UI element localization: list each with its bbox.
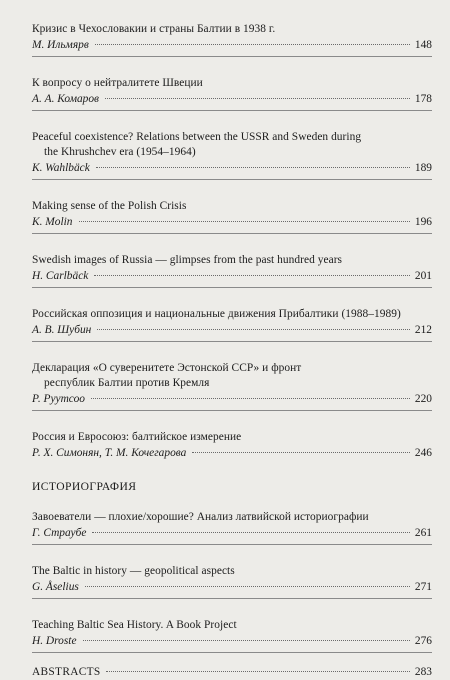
leader-dots <box>85 585 410 587</box>
toc-entry <box>32 510 432 545</box>
entry-page-number: 148 <box>414 39 432 51</box>
entry-title-line1: Peaceful coexistence? Relations between the USSR and Sweden during <box>32 131 362 143</box>
entry-page-number: 276 <box>414 635 432 647</box>
entry-author-row <box>32 91 432 107</box>
entry-author-row <box>32 579 432 595</box>
entry-page-number: 189 <box>414 162 432 174</box>
entry-author-row <box>32 322 432 338</box>
entry-page-number: 212 <box>414 324 432 336</box>
entry-title-line1: Декларация «О суверенитете Эстонской ССР» и фронт <box>32 362 302 374</box>
leader-dots <box>96 166 410 168</box>
entry-author: М. Ильмярв <box>32 39 89 51</box>
entry-author-row <box>32 214 432 230</box>
entry-title <box>32 361 432 391</box>
entry-title-line2: республик Балтии против Кремля <box>44 377 210 389</box>
entry-title: К вопросу о нейтралитете Швеции <box>32 77 203 89</box>
toc-entry <box>32 361 432 411</box>
toc-entry <box>32 430 432 461</box>
toc-entry <box>32 22 432 57</box>
entry-title: Завоеватели — плохие/хорошие? Анализ латвийской историографии <box>32 511 369 523</box>
leader-dots <box>92 531 410 533</box>
entry-author: Г. Страубе <box>32 527 87 539</box>
entry-title-line2: the Khrushchev era (1954–1964) <box>44 146 196 158</box>
abstracts-page-number: 283 <box>414 666 432 678</box>
toc-entry <box>32 130 432 180</box>
entry-title: Россия и Евросоюз: балтийское измерение <box>32 431 242 443</box>
toc-entry <box>32 76 432 111</box>
entry-title: The Baltic in history — geopolitical aspects <box>32 565 235 577</box>
toc-entry <box>32 199 432 234</box>
entry-author: А. А. Комаров <box>32 93 99 105</box>
leader-dots <box>94 274 410 276</box>
entry-page-number: 196 <box>414 216 432 228</box>
entry-page-number: 178 <box>414 93 432 105</box>
entry-title: Российская оппозиция и национальные движения Прибалтики (1988–1989) <box>32 308 401 320</box>
entry-author: А. В. Шубин <box>32 324 92 336</box>
toc-entry <box>32 564 432 599</box>
entry-author: K. Molin <box>32 216 73 228</box>
leader-dots <box>79 220 410 222</box>
leader-dots <box>106 670 410 672</box>
section-heading: ИСТОРИОГРАФИЯ <box>32 480 137 493</box>
entry-author-row <box>32 525 432 541</box>
leader-dots <box>192 451 410 453</box>
entry-author-row <box>32 391 432 407</box>
entry-author-row <box>32 37 432 53</box>
entry-author: G. Åselius <box>32 581 79 593</box>
leader-dots <box>97 328 410 330</box>
entry-title: Teaching Baltic Sea History. A Book Project <box>32 619 237 631</box>
entry-title: Swedish images of Russia — glimpses from the past hundred years <box>32 254 343 266</box>
entry-page-number: 261 <box>414 527 432 539</box>
entry-author: Р. Х. Симонян, Т. М. Кочегарова <box>32 447 187 459</box>
entry-title <box>32 130 432 160</box>
entry-author-row <box>32 445 432 461</box>
entry-page-number: 201 <box>414 270 432 282</box>
entry-author: K. Wahlbäck <box>32 162 90 174</box>
entry-page-number: 246 <box>414 447 432 459</box>
abstracts-row <box>32 665 432 680</box>
abstracts-label: ABSTRACTS <box>32 666 101 678</box>
entry-author: H. Droste <box>32 635 77 647</box>
entry-title: Кризис в Чехословакии и страны Балтии в 1938 г. <box>32 23 276 35</box>
toc-entry <box>32 253 432 288</box>
entry-page-number: 271 <box>414 581 432 593</box>
toc-entry <box>32 307 432 342</box>
entry-author-row <box>32 633 432 649</box>
toc-entry <box>32 618 432 653</box>
entry-author: H. Carlbäck <box>32 270 89 282</box>
entry-title: Making sense of the Polish Crisis <box>32 200 187 212</box>
leader-dots <box>105 97 410 99</box>
leader-dots <box>83 639 410 641</box>
entry-author-row <box>32 160 432 176</box>
leader-dots <box>95 43 410 45</box>
entry-author-row <box>32 268 432 284</box>
leader-dots <box>91 397 410 399</box>
entry-page-number: 220 <box>414 393 432 405</box>
entry-author: Р. Руутсоо <box>32 393 85 405</box>
